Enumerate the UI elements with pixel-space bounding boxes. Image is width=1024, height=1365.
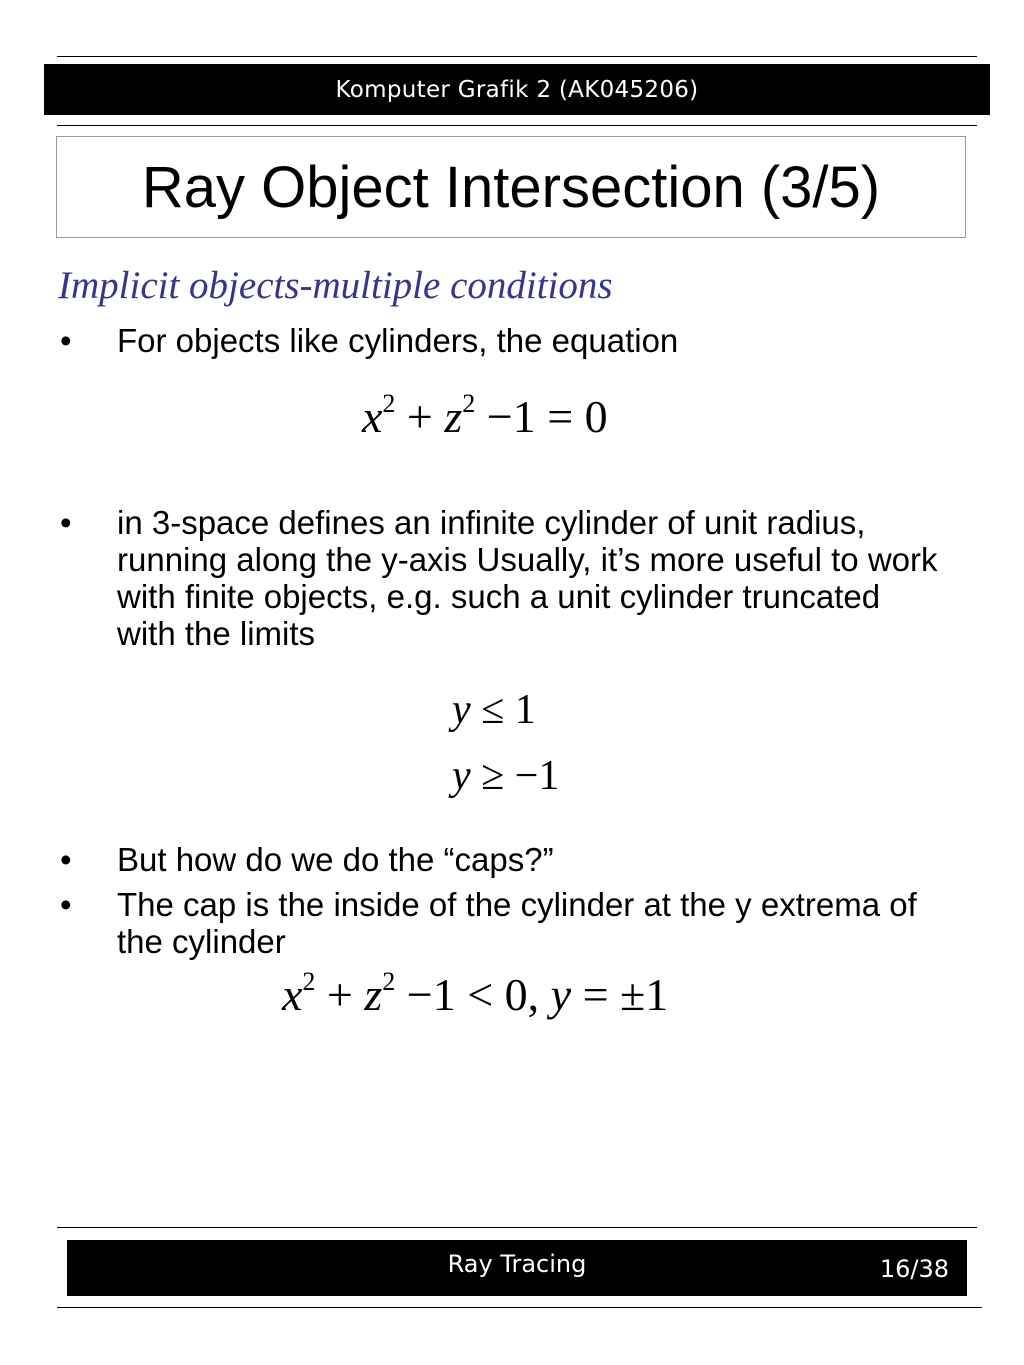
bottom-rule	[57, 1307, 982, 1308]
equation-cylinder	[362, 390, 608, 443]
math-var: y	[452, 753, 471, 799]
bullet-text: But how do we do the “caps?”	[117, 841, 554, 878]
math-exponent: 2	[462, 389, 476, 418]
math-rest: ≤ 1	[470, 687, 536, 733]
math-exponent: 2	[382, 389, 396, 418]
top-rule	[57, 56, 977, 57]
math-operator: +	[315, 969, 365, 1020]
title-box	[56, 136, 966, 238]
bullet-marker: •	[60, 322, 72, 359]
math-var: y	[452, 687, 471, 733]
header-bottom-rule	[57, 125, 977, 126]
math-var: x	[362, 391, 383, 442]
math-exponent: 2	[382, 967, 396, 996]
footer-title: Ray Tracing	[447, 1250, 587, 1278]
math-exponent: 2	[302, 967, 316, 996]
bullet-marker: •	[60, 504, 72, 541]
slide-subtitle: Implicit objects-multiple conditions	[58, 264, 613, 307]
page-number: 16/38	[879, 1255, 949, 1283]
math-var: x	[282, 969, 303, 1020]
math-var: y	[550, 969, 572, 1020]
footer-top-rule	[57, 1227, 977, 1228]
bullet-text: in 3-space defines an infinite cylinder of unit radius, running along the y-axis Usually, it’s more useful to work with finite objects, e.g. such a unit cylinder truncated with the limits	[117, 504, 938, 652]
equation-limit-lower	[452, 752, 559, 800]
math-rest: −1 < 0,	[395, 969, 551, 1020]
math-rest: ≥ −1	[470, 753, 560, 799]
course-title: Komputer Grafik 2 (AK045206)	[335, 76, 699, 103]
bullet-marker: •	[60, 841, 72, 878]
slide-title: Ray Object Intersection (3/5)	[141, 154, 881, 220]
bullet-marker: •	[60, 886, 72, 923]
math-rest: = ±1	[571, 969, 669, 1020]
math-var: z	[364, 969, 383, 1020]
bullet-item	[60, 841, 940, 878]
bullet-text: The cap is the inside of the cylinder at the y extrema of the cylinder	[117, 886, 917, 960]
bullet-text: For objects like cylinders, the equation	[117, 322, 679, 359]
footer-bar	[67, 1240, 967, 1296]
bullet-item	[60, 886, 940, 960]
bullet-item	[60, 504, 940, 652]
equation-cap	[282, 968, 668, 1021]
equation-limit-upper	[452, 686, 536, 734]
math-rest: −1 = 0	[475, 391, 608, 442]
header-bar	[44, 64, 990, 115]
math-var: z	[444, 391, 463, 442]
bullet-item	[60, 322, 940, 359]
math-operator: +	[395, 391, 445, 442]
